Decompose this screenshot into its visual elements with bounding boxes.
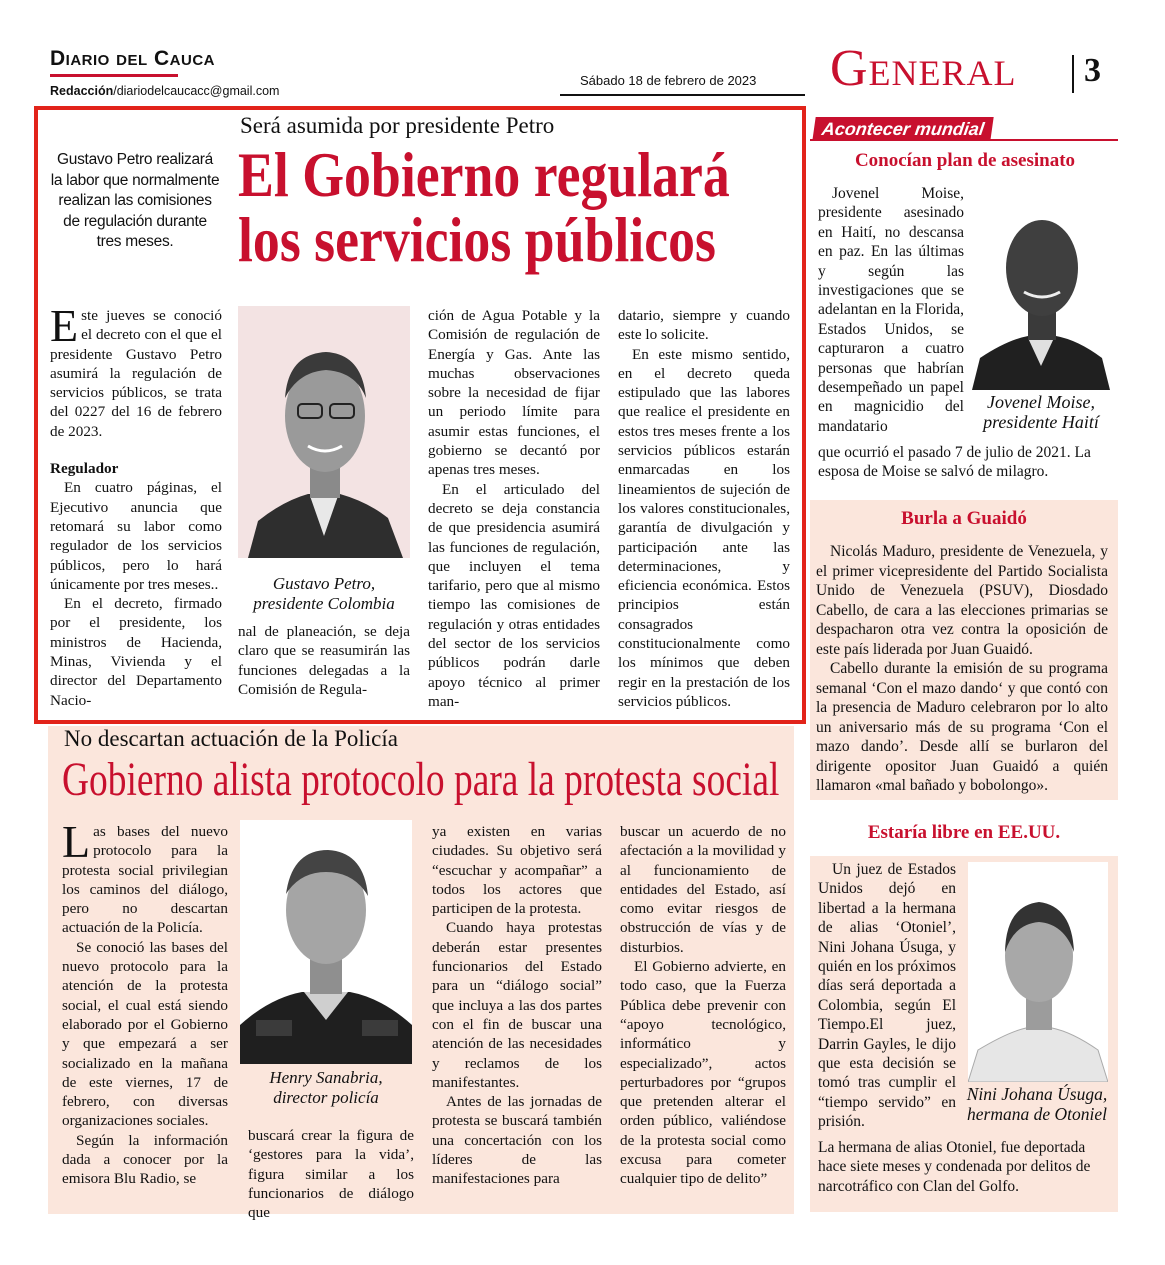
main-col1-p1: ste jueves se conoció el decreto con el que el presidente Gustavo Petro asumirá la regulación de servicios públicos, se trata del 0227 del 16 de febrero de 2023. <box>50 307 222 440</box>
sanabria-caption-line2: director policía <box>273 1088 379 1107</box>
second-headline: Gobierno alista protocolo para la protesta social <box>62 753 780 806</box>
person-silhouette-icon <box>240 820 412 1064</box>
moise-photo <box>972 188 1110 390</box>
main-kicker: Será asumida por presidente Petro <box>240 113 555 138</box>
sidebar-item2-p1: Nicolás Maduro, presidente de Venezuela, y el primer vicepresidente del Partido Socialista Unido de Venezuela (PSUV), Diosdado Cabello, de cara a las elecciones primarias se despacharon otra vez contra la oposición de este país liderada por Juan Guaidó. <box>816 543 1108 658</box>
sanabria-caption <box>240 1068 412 1108</box>
header-rule <box>560 94 805 96</box>
sidebar-item2-title: Burla a Guaidó <box>901 508 1027 529</box>
second-col3-p1: ya existen en varias ciudades. Su objetivo será “escuchar y acompañar” a todos los actores que participen de la protesta. <box>432 823 602 918</box>
person-silhouette-icon <box>238 306 410 558</box>
sidebar-item3-text-full <box>818 1138 1112 1196</box>
main-summary: Gustavo Petro realizará la labor que normalmente realizan las comisiones de regulación durante tres meses. <box>50 151 220 250</box>
sidebar-item2-p2: Cabello durante la emisión de su programa semanal ‘Con el mazo dando‘ y que contó con la presencia de Maduro celebraron por lo alto un aniversario más de su programa ‘Con el mazo dando’. Desde allí se burlaron del dirigente opositor Juan Guaidó a quién llamaron «mal bañado y bobolongo». <box>816 660 1108 794</box>
main-headline <box>238 139 730 275</box>
main-col4-p2: En este mismo sentido, en el decreto queda estipulado que las labores que realice el presidente en estos tres meses frente a los servicios públicos estarán enmarcadas en los lineamientos de sujeción de los valores constitucionales, garantía de divulgación y participación ante las determinaciones, y eficiencia económica. Estos principios están consagrados constitucionalmente como los mínimos que deben regir en la prestación de los servicios públicos. <box>618 345 790 710</box>
second-col1-p2: Se conoció las bases del nuevo protocolo para la atención de la protesta social, el cual está siendo elaborado por el Gobierno y que empezará a ser socializado en la mañana de este viernes, 17 de febrero, con diversas organizaciones sociales. <box>62 938 228 1130</box>
sidebar-item3-title: Estaría libre en EE.UU. <box>867 822 1061 843</box>
second-col4 <box>620 822 786 1189</box>
second-col4-p2: El Gobierno advierte, en todo caso, que la Fuerza Pública debe prevenir con “apoyo tecnológico, informático y especializado”, actos perturbadores por “grupos que pretenden alterar el orden público, valiéndose de la protesta social como excusa para cometer cualquier tipo de delito” <box>620 958 786 1188</box>
main-col1 <box>50 300 222 710</box>
page-number: 3 <box>1084 52 1101 89</box>
masthead-rule <box>50 74 178 77</box>
paper-name: Diario del Cauca <box>50 47 215 70</box>
second-kicker: No descartan actuación de la Policía <box>64 726 398 751</box>
redaccion-email: /diariodelcaucacc@gmail.com <box>113 84 280 98</box>
usuga-caption-line1: Nini Johana Úsuga, <box>966 1084 1108 1104</box>
sidebar-item1-text-full <box>818 443 1112 482</box>
main-col3 <box>428 306 600 711</box>
sidebar-item2-text <box>816 542 1108 796</box>
sidebar-item1-text <box>818 184 964 436</box>
main-col3-p1: ción de Agua Potable y la Comisión de regulación de Energía y Gas. Ante las muchas observaciones sobre la necesidad de fijar un periodo límite para asumir estas funciones, el gobierno se decantó por apenas tres meses. <box>428 307 600 479</box>
petro-caption <box>238 574 410 614</box>
sidebar-item3-p2: La hermana de alias Otoniel, fue deportada hace siete meses y condenada por delitos de narcotráfico con Clan del Golfo. <box>818 1139 1091 1195</box>
section-divider <box>1072 55 1074 93</box>
second-col4-p1: buscar un acuerdo de no afectación a la movilidad y al funcionamiento de entidades del Estado, así como evitar riesgos de obstrucción de vías y de disturbios. <box>620 823 786 956</box>
main-col4-p1: datario, siempre y cuando este lo solicite. <box>618 307 790 344</box>
moise-caption-line2: presidente Haití <box>983 412 1099 432</box>
issue-date: Sábado 18 de febrero de 2023 <box>580 73 757 88</box>
sanabria-caption-line1: Henry Sanabria, <box>269 1068 383 1087</box>
main-col1-p2: En cuatro páginas, el Ejecutivo anuncia que retomará su labor como regulador de los servicios públicos, pero lo hará únicamente por tres meses.. <box>50 479 222 593</box>
sanabria-photo <box>240 820 412 1064</box>
petro-caption-line2: presidente Colombia <box>253 594 395 613</box>
second-col1-p3: Según la información dada a conocer por la emisora Blu Radio, se <box>62 1131 228 1188</box>
sidebar-item1-title: Conocían plan de asesinato <box>854 150 1076 171</box>
second-col1 <box>62 816 228 1189</box>
moise-caption <box>966 392 1116 432</box>
moise-caption-line1: Jovenel Moise, <box>987 392 1095 412</box>
redaccion-line <box>50 84 279 98</box>
sidebar-item3-p1: Un juez de Estados Unidos dejó en libertad a la hermana de alias ‘Otoniel’, Nini Johana Úsuga, y quién en los próximos días será deportada a Colombia, según El Tiempo.El juez, Darrin Gayles, le dijo que esta decisión se tomó tras cumplir el “tiempo servido” en prisión. <box>818 861 956 1131</box>
sidebar-item1-p1: Jovenel Moise, presidente asesinado en Haití, no descansa en paz. En las últimas y según las investigaciones que se adelantan en la Florida, Estados Unidos, se capturaron a cuatro personas que habrían desempeñado un papel en magnicidio del mandatario <box>818 185 964 435</box>
sidebar-banner: Acontecer mundial <box>812 117 993 141</box>
second-col2-text: buscará crear la figura de ‘gestores para la vida’, figura similar a los funcionarios de diálogo que <box>248 1127 414 1222</box>
usuga-caption <box>956 1084 1118 1124</box>
second-col1-p1: as bases del nuevo protocolo para la protesta social privilegian los caminos del diálogo, pero no descartan actuación de la Policía. <box>62 823 228 937</box>
main-dropcap: E <box>50 300 79 351</box>
sidebar-item1-p2: que ocurrió el pasado 7 de julio de 2021. La esposa de Moise se salvó de milagro. <box>818 444 1091 481</box>
second-col3-p3: Antes de las jornadas de protesta se buscará también una concertación con los líderes de las manifestaciones para <box>432 1093 602 1188</box>
petro-caption-line1: Gustavo Petro, <box>272 574 376 593</box>
main-col3-p2: En el articulado del decreto se deja constancia de que presidencia asumirá las funciones de regulación, que incluyen el tema tarifario, pero que al mismo tiempo las comisiones de regulación y otras entidades del sector de los servicios públicos podrán darle apoyo técnico al primer man- <box>428 480 600 710</box>
petro-photo <box>238 306 410 558</box>
person-silhouette-icon <box>968 862 1108 1082</box>
main-col2-text: nal de planeación, se deja claro que se reasumirán las funciones delegadas a la Comisión de Regula- <box>238 623 410 698</box>
main-col4 <box>618 306 790 711</box>
person-silhouette-icon <box>972 188 1110 390</box>
second-dropcap: L <box>62 816 91 867</box>
main-col1-p3: En el decreto, firmado por el presidente, los ministros de Hacienda, Minas, Vivienda y el director del Departamento Nacio- <box>50 595 222 709</box>
redaccion-label: Redacción <box>50 84 114 98</box>
sidebar-item3-text <box>818 860 956 1132</box>
usuga-photo <box>968 862 1108 1082</box>
main-subhead: Regulador <box>50 460 119 478</box>
second-col3-p2: Cuando haya protestas deberán estar presentes funcionarios del Estado para un “diálogo social” que incluya a las dos partes con el fin de buscar una atención de las necesidades y reclamos de los manifestantes. <box>432 919 602 1091</box>
section-title: General <box>830 40 1017 97</box>
second-col3 <box>432 822 602 1189</box>
main-col2 <box>238 622 410 699</box>
usuga-caption-line2: hermana de Otoniel <box>967 1104 1107 1124</box>
main-headline-line2: los servicios públicos <box>238 204 716 275</box>
main-headline-line1: El Gobierno regulará <box>238 139 730 210</box>
second-col2 <box>248 1126 414 1222</box>
